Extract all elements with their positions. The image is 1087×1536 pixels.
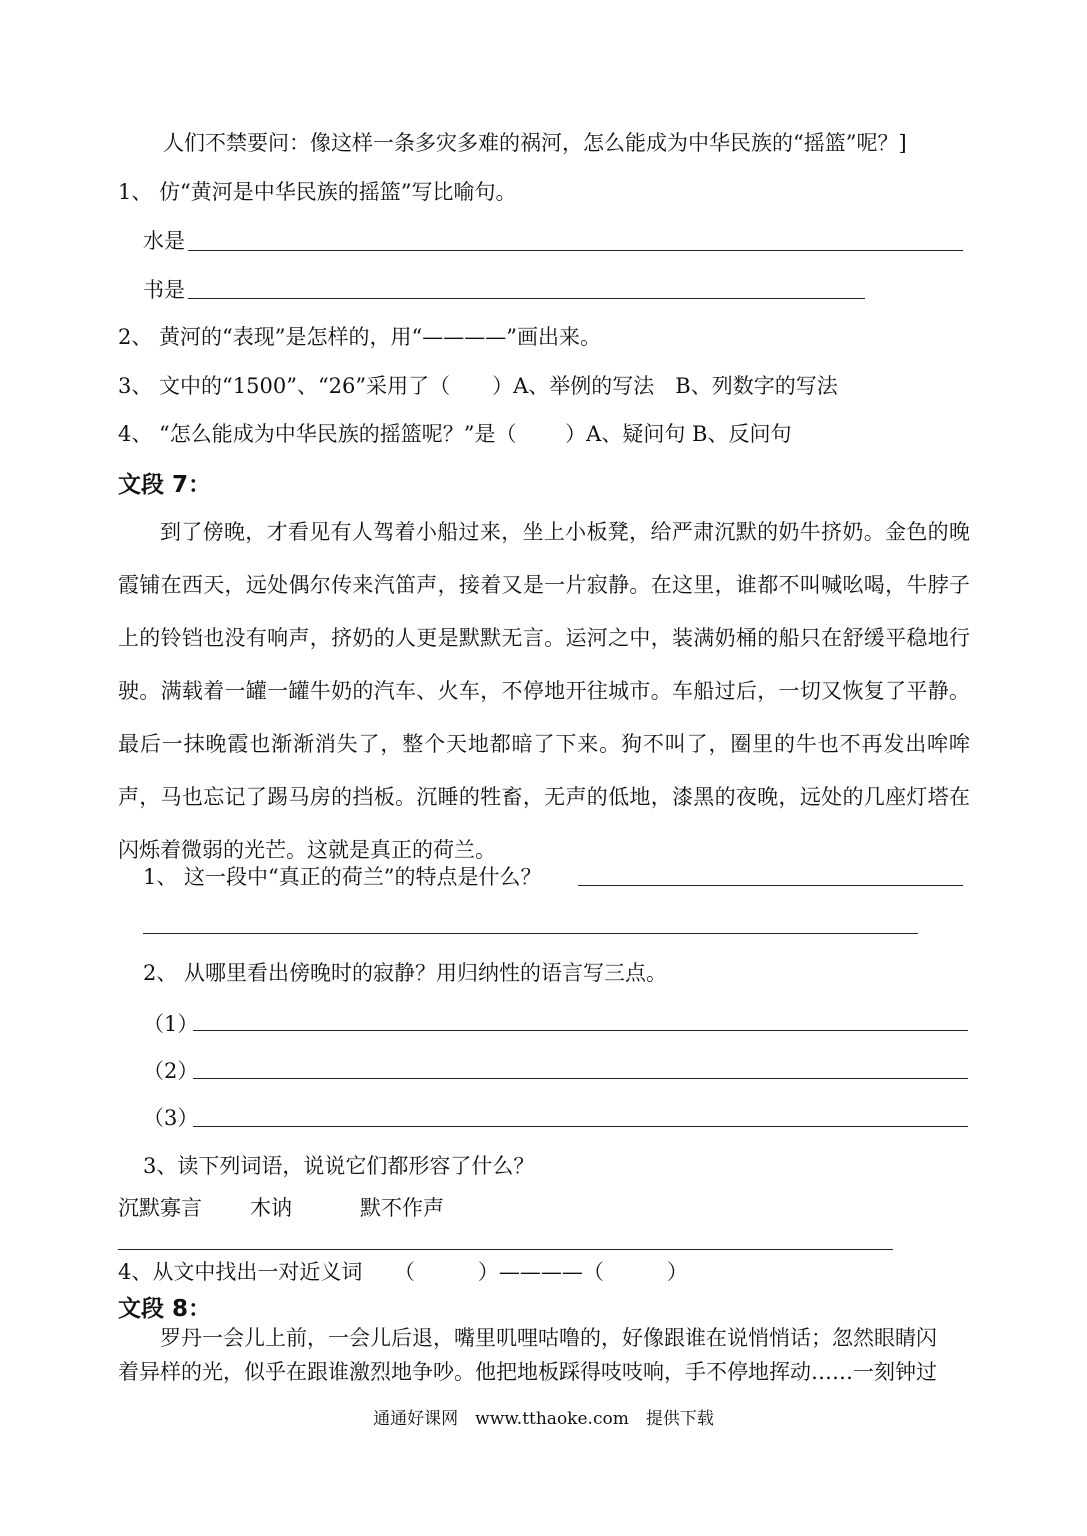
section-7-paragraph: 到了傍晚，才看见有人驾着小船过来，坐上小板凳，给严肃沉默的奶牛挤奶。金色的晚霞铺在西天，远处偶尔传来汽笛声，接着又是一片寂静。在这里，谁都不叫喊吆喝，牛脖子上的铃铛也没有响声，挤奶的人更是默默无言。运河之中，装满奶桶的船只在舒缓平稳地行驶。满载着一罐一罐牛奶的汽车、火车，不停地开往城市。车船过后，一切又恢复了平静。最后一抹晚霞也渐渐消失了，整个天地都暗了下来。狗不叫了，圈里的牛也不再发出哞哞声，马也忘记了踢马房的挡板。沉睡的牲畜，无声的低地，漆黑的夜晚，远处的几座灯塔在闪烁着微弱的光芒。这就是真正的荷兰。 [118,520,970,862]
s7-question-2: 2、 从哪里看出傍晚时的寂静？用归纳性的语言写三点。 [143,961,668,985]
s7-question-1: 1、 这一段中“真正的荷兰”的特点是什么？ [143,865,542,889]
section-8-line-1: 罗丹一会儿上前，一会儿后退，嘴里叽哩咕噜的，好像跟谁在说悄悄话；忽然眼睛闪 [160,1326,937,1350]
s7-q2-item-3-line[interactable] [193,1126,968,1127]
s6-q1-answer-line-b[interactable] [188,298,865,299]
intro-line: 人们不禁要问：像这样一条多灾多难的祸河，怎么能成为中华民族的“摇篮”呢？] [163,131,907,155]
page-footer: 通通好课网 www.tthaoke.com 提供下载 [373,1409,714,1429]
s7-q2-item-1-label: （1） [143,1012,199,1036]
s7-q1-answer-line-1[interactable] [578,885,963,886]
section-8-heading: 文段 8： [118,1296,212,1322]
s7-q3-word-3: 默不作声 [360,1196,444,1220]
s7-q2-item-2-line[interactable] [193,1078,968,1079]
s7-q3-word-2: 木讷 [250,1196,292,1220]
section-8-line-2: 着异样的光，似乎在跟谁激烈地争吵。他把地板踩得吱吱响，手不停地挥动……一刻钟过 [118,1360,937,1384]
s6-q1-answer-line-a[interactable] [188,250,963,251]
s6-q1-label-water: 水是 [143,229,185,253]
s6-q1-label-book: 书是 [143,278,185,302]
s7-q3-word-1: 沉默寡言 [118,1196,202,1220]
s7-q2-item-1-line[interactable] [193,1030,968,1031]
s6-question-4: 4、 “怎么能成为中华民族的摇篮呢？”是（ ）A、疑问句 B、反问句 [118,422,792,446]
s6-question-1: 1、 仿“黄河是中华民族的摇篮”写比喻句。 [118,180,517,204]
s6-question-2: 2、 黄河的“表现”是怎样的，用“————”画出来。 [118,325,601,349]
s7-question-4: 4、从文中找出一对近义词 （ ）————（ ） [118,1260,688,1284]
s7-q2-item-2-label: （2） [143,1059,199,1083]
s7-q3-answer-line[interactable] [118,1249,893,1250]
s7-question-3: 3、读下列词语，说说它们都形容了什么？ [143,1154,535,1178]
section-7-heading: 文段 7： [118,472,212,498]
s7-q1-answer-line-2[interactable] [143,933,918,934]
s7-q2-item-3-label: （3） [143,1106,199,1130]
s6-question-3: 3、 文中的“1500”、“26”采用了（ ）A、举例的写法 B、列数字的写法 [118,374,838,398]
